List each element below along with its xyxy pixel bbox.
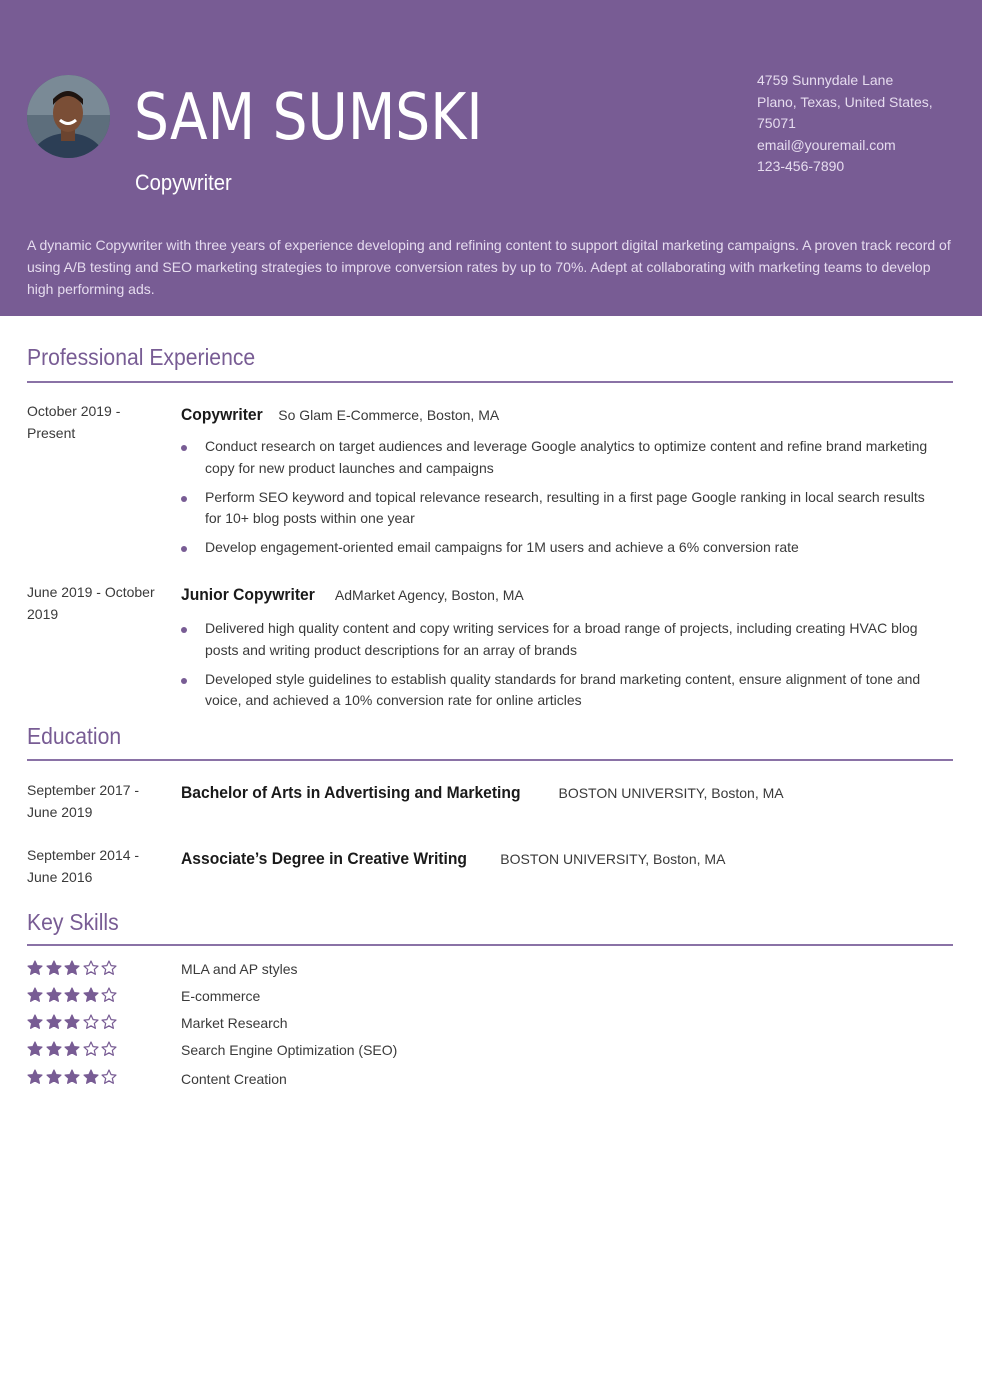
- section-divider: [27, 381, 953, 383]
- profile-summary: A dynamic Copywriter with three years of experience developing and refining content to support digital marketing campaigns. A proven track record of using A/B testing and SEO marketing strategies to improve conversion rates by up to 70%. Adept at collaborating with marketing teams to develop high performing ads.: [27, 237, 951, 297]
- school-name: BOSTON UNIVERSITY, Boston, MA: [500, 851, 726, 867]
- star-filled-icon: [46, 987, 65, 1003]
- entry-dates: September 2014 - June 2016: [27, 847, 140, 885]
- email-link[interactable]: email@youremail.com: [757, 136, 896, 153]
- entry-dates: September 2017 - June 2019: [27, 782, 140, 820]
- star-empty-icon: [83, 960, 102, 976]
- star-filled-icon: [64, 1069, 83, 1085]
- star-filled-icon: [27, 987, 46, 1003]
- star-filled-icon: [46, 1069, 65, 1085]
- star-empty-icon: [101, 1014, 120, 1030]
- entry-dates: October 2019 - Present: [27, 403, 121, 441]
- star-empty-icon: [83, 1014, 102, 1030]
- education-entry-header: [181, 849, 725, 869]
- list-item: Develop engagement-oriented email campaigns for 1M users and achieve a 6% conversion rate: [181, 537, 941, 559]
- address-line: Plano, Texas, United States,: [757, 93, 933, 110]
- job-organization: AdMarket Agency, Boston, MA: [334, 587, 524, 603]
- star-empty-icon: [101, 1041, 120, 1057]
- bullet-icon: [181, 627, 187, 633]
- star-filled-icon: [27, 1014, 46, 1030]
- entry-dates: June 2019 - October 2019: [27, 584, 155, 622]
- section-divider: [27, 944, 953, 946]
- star-filled-icon: [46, 1014, 65, 1030]
- skill-rating: [27, 960, 120, 981]
- skill-rating: [27, 1069, 120, 1090]
- experience-bullets: [181, 436, 941, 566]
- star-filled-icon: [27, 960, 46, 976]
- list-item: Perform SEO keyword and topical relevance research, resulting in a first page Google ranking in local search results for 10+ blog posts within one year: [181, 487, 941, 531]
- skill-label: Market Research: [181, 1015, 288, 1031]
- skill-label: Search Engine Optimization (SEO): [181, 1042, 398, 1058]
- experience-entry-header: [181, 405, 499, 425]
- resume-header: [0, 0, 982, 316]
- star-filled-icon: [27, 1069, 46, 1085]
- candidate-name: SAM SUMSKI: [134, 81, 483, 155]
- degree-name: Associate’s Degree in Creative Writing: [181, 849, 467, 868]
- star-filled-icon: [46, 960, 65, 976]
- star-filled-icon: [83, 1069, 102, 1085]
- skill-label: Content Creation: [181, 1071, 287, 1087]
- skill-label: E-commerce: [181, 988, 261, 1004]
- section-divider: [27, 759, 953, 761]
- phone-number: 123-456-7890: [757, 158, 845, 175]
- education-entry-header: [181, 783, 784, 803]
- skill-rating: [27, 1041, 120, 1062]
- degree-name: Bachelor of Arts in Advertising and Marketing: [181, 783, 521, 802]
- star-filled-icon: [64, 1041, 83, 1057]
- section-title-experience: Professional Experience: [27, 344, 256, 370]
- address-line: 75071: [757, 115, 796, 132]
- star-empty-icon: [83, 1041, 102, 1057]
- job-organization: So Glam E-Commerce, Boston, MA: [278, 407, 500, 423]
- star-empty-icon: [101, 1069, 120, 1085]
- experience-bullets: [181, 618, 941, 719]
- star-filled-icon: [64, 960, 83, 976]
- skill-label: MLA and AP styles: [181, 961, 298, 977]
- star-filled-icon: [64, 987, 83, 1003]
- list-item: Delivered high quality content and copy writing services for a broad range of projects, including creating HVAC blog posts and writing product descriptions for an array of brands: [181, 618, 941, 662]
- candidate-title: Copywriter: [135, 170, 232, 195]
- experience-entry-header: [181, 585, 524, 605]
- skill-rating: [27, 987, 120, 1008]
- section-title-skills: Key Skills: [27, 909, 119, 935]
- star-empty-icon: [101, 960, 120, 976]
- bullet-icon: [181, 678, 187, 684]
- section-title-education: Education: [27, 723, 122, 749]
- list-item: Developed style guidelines to establish quality standards for brand marketing content, ensure alignment of tone and voice, and achieved a 10% conversion rate for online articles: [181, 669, 941, 713]
- skill-rating: [27, 1014, 120, 1035]
- bullet-icon: [181, 546, 187, 552]
- address-line: 4759 Sunnydale Lane: [757, 72, 894, 88]
- bullet-icon: [181, 496, 187, 502]
- school-name: BOSTON UNIVERSITY, Boston, MA: [558, 785, 784, 801]
- star-filled-icon: [27, 1041, 46, 1057]
- profile-photo: [27, 75, 110, 158]
- job-role: Junior Copywriter: [181, 585, 315, 604]
- star-empty-icon: [101, 987, 120, 1003]
- bullet-icon: [181, 445, 187, 451]
- star-filled-icon: [46, 1041, 65, 1057]
- job-role: Copywriter: [181, 405, 263, 424]
- list-item: Conduct research on target audiences and leverage Google analytics to optimize content and refine brand marketing copy for new product launches and campaigns: [181, 436, 941, 480]
- star-filled-icon: [64, 1014, 83, 1030]
- contact-block: [757, 70, 957, 178]
- star-filled-icon: [83, 987, 102, 1003]
